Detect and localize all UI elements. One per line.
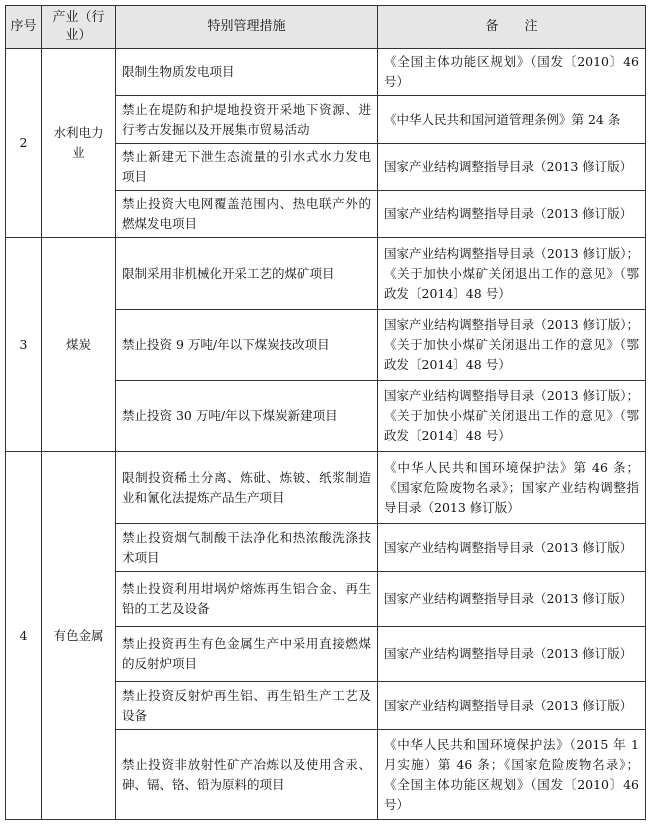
document-page	[5, 5, 646, 820]
note-cell: 《中华人民共和国河道管理条例》第 24 条	[378, 96, 646, 144]
group-serial-number: 4	[6, 452, 42, 820]
note-cell: 国家产业结构调整指导目录（2013 修订版）；《关于加快小煤矿关闭退出工作的意见》（鄂政发〔2014〕48 号）	[378, 381, 646, 452]
header-special-measures: 特别管理措施	[116, 6, 378, 49]
note-cell: 国家产业结构调整指导目录（2013 修订版）	[378, 572, 646, 627]
measure-cell: 限制采用非机械化开采工艺的煤矿项目	[116, 238, 378, 310]
measure-cell: 限制生物质发电项目	[116, 49, 378, 96]
header-serial-number: 序号	[6, 6, 42, 49]
measure-cell: 禁止投资反射炉再生铝、再生铅生产工艺及设备	[116, 682, 378, 730]
table-row	[6, 452, 646, 524]
measure-cell: 禁止投资 30 万吨/年以下煤炭新建项目	[116, 381, 378, 452]
management-measures-table	[5, 5, 646, 820]
measure-cell: 禁止投资烟气制酸干法净化和热浓酸洗涤技术项目	[116, 524, 378, 572]
header-remarks: 备 注	[378, 6, 646, 49]
note-cell: 国家产业结构调整指导目录（2013 修订版）	[378, 191, 646, 238]
measure-cell: 禁止投资 9 万吨/年以下煤炭技改项目	[116, 310, 378, 381]
measure-cell: 禁止新建无下泄生态流量的引水式水力发电项目	[116, 144, 378, 191]
note-cell: 《中华人民共和国环境保护法》第 46 条；《国家危险废物名录》；国家产业结构调整指导目录（2013 修订版）	[378, 452, 646, 524]
measure-cell: 禁止投资再生有色金属生产中采用直接燃煤的反射炉项目	[116, 627, 378, 682]
measure-cell: 禁止在堤防和护堤地投资开采地下资源、进行考古发掘以及开展集市贸易活动	[116, 96, 378, 144]
note-cell: 《全国主体功能区规划》（国发〔2010〕46号）	[378, 49, 646, 96]
measure-cell: 禁止投资非放射性矿产冶炼以及使用含汞、砷、镉、铬、铅为原料的项目	[116, 730, 378, 820]
group-industry: 有色金属	[42, 452, 116, 820]
group-industry: 煤炭	[42, 238, 116, 452]
measure-cell: 禁止投资大电网覆盖范围内、热电联产外的燃煤发电项目	[116, 191, 378, 238]
note-cell: 国家产业结构调整指导目录（2013 修订版）；《关于加快小煤矿关闭退出工作的意见》（鄂政发〔2014〕48 号）	[378, 310, 646, 381]
note-cell: 《中华人民共和国环境保护法》（2015 年 1 月实施）第 46 条；《国家危险废物名录》；《全国主体功能区规划》（国发〔2010〕46 号）	[378, 730, 646, 820]
group-serial-number: 3	[6, 238, 42, 452]
note-cell: 国家产业结构调整指导目录（2013 修订版）	[378, 682, 646, 730]
note-cell: 国家产业结构调整指导目录（2013 修订版）；《关于加快小煤矿关闭退出工作的意见》（鄂政发〔2014〕48 号）	[378, 238, 646, 310]
group-serial-number: 2	[6, 49, 42, 238]
table-row	[6, 238, 646, 310]
table-row	[6, 49, 646, 96]
table-header-row	[6, 6, 646, 49]
measure-cell: 禁止投资利用坩埚炉熔炼再生铝合金、再生铅的工艺及设备	[116, 572, 378, 627]
header-industry: 产业（行业）	[42, 6, 116, 49]
measure-cell: 限制投资稀土分离、炼砒、炼铍、纸浆制造业和氰化法提炼产品生产项目	[116, 452, 378, 524]
note-cell: 国家产业结构调整指导目录（2013 修订版）	[378, 144, 646, 191]
note-cell: 国家产业结构调整指导目录（2013 修订版）	[378, 524, 646, 572]
group-industry: 水利电力业	[42, 49, 116, 238]
note-cell: 国家产业结构调整指导目录（2013 修订版）	[378, 627, 646, 682]
